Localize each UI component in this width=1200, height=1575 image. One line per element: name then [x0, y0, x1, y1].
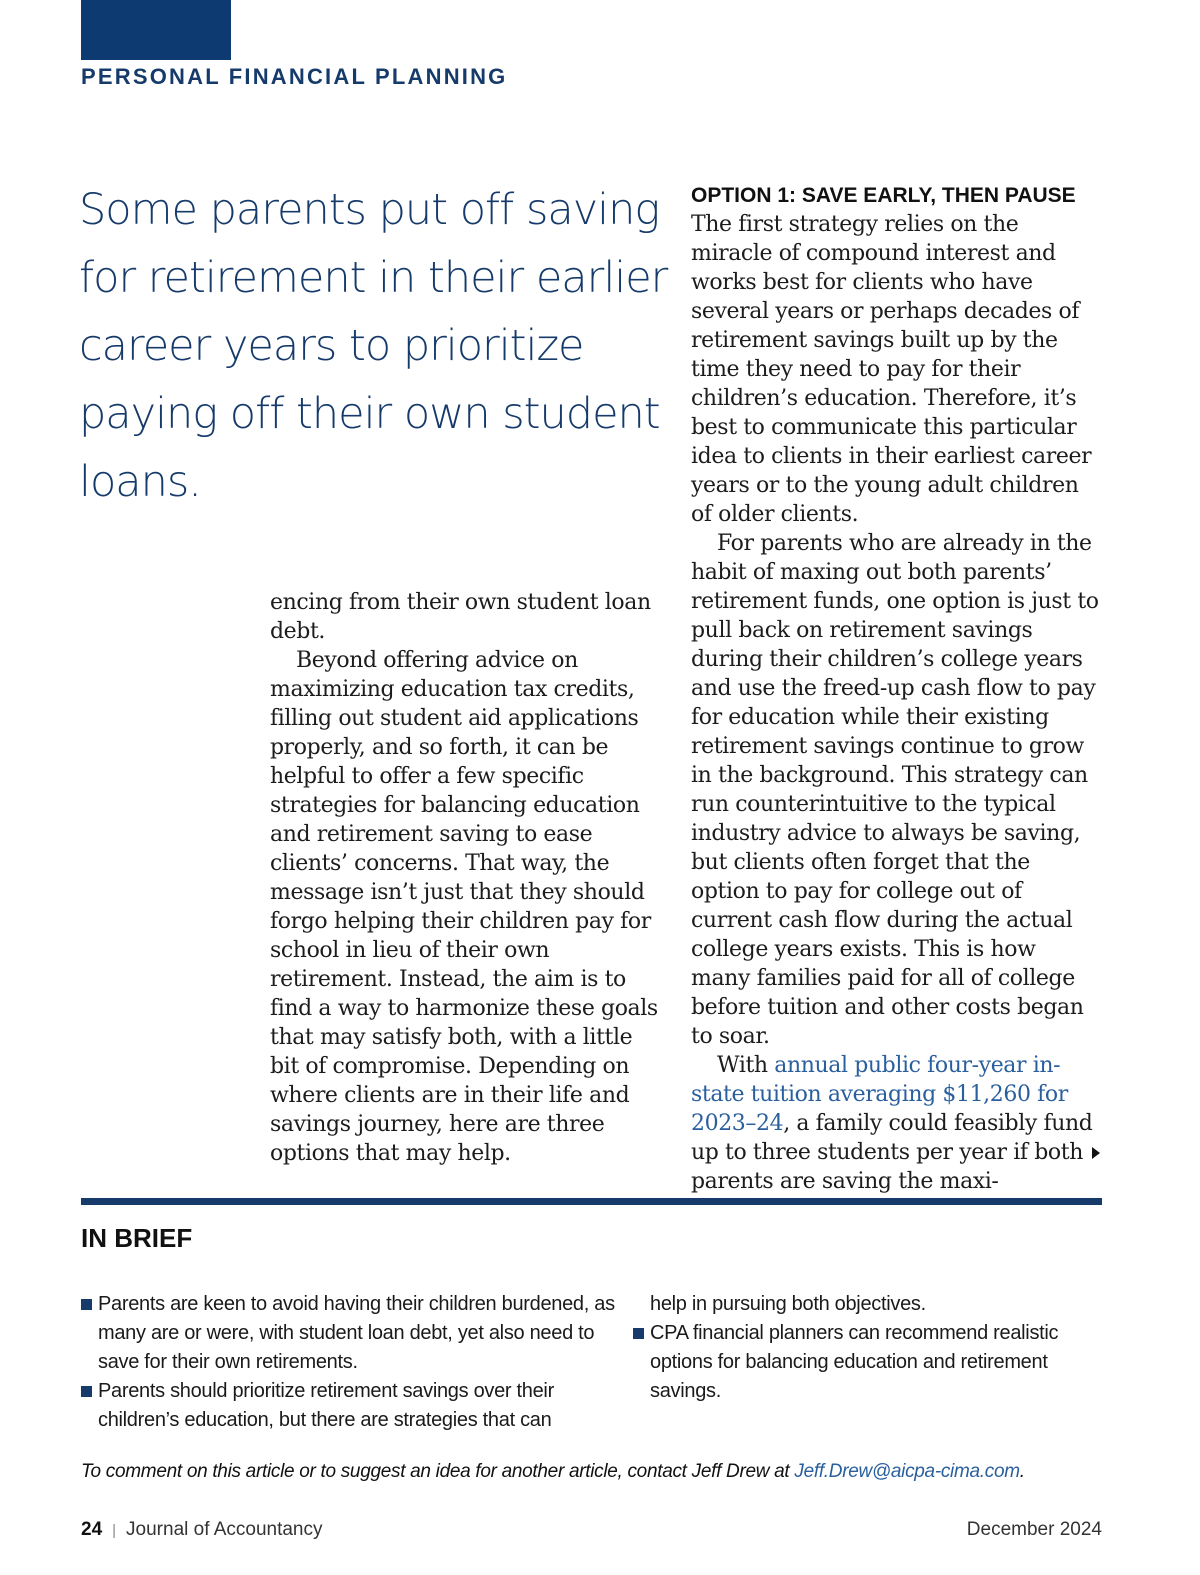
tuition-link[interactable]: annual public four-year in-state tuition averaging $11,260 for 2023–24 [691, 1053, 1068, 1136]
in-brief-heading: IN BRIEF [81, 1223, 193, 1253]
right-paragraph-3-start: With [717, 1053, 775, 1078]
footer-separator: | [112, 1522, 117, 1539]
middle-paragraph-2: Beyond offering advice on maximizing education tax credits, filling out student aid applications properly, and so forth, it can be helpful to offer a few specific strategies for balancing education and retirement saving to ease clients’ concerns. That way, the message isn’t just that they should forgo helping their children pay for school in lieu of their own retirement. Instead, the aim is to find a way to harmonize these goals that may satisfy both, with a little bit of compromise. Depending on where clients are in their life and savings journey, here are three options that may help. [270, 648, 658, 1166]
right-paragraph-3 [691, 1051, 1101, 1196]
middle-paragraph-1: encing from their own student loan debt. [270, 590, 651, 644]
in-brief-item-text: Parents should prioritize retirement savings over their children’s education, but there are strategies that can [98, 1380, 554, 1431]
square-bullet-icon [81, 1386, 92, 1397]
square-bullet-icon [81, 1299, 92, 1310]
comment-line [81, 1461, 1025, 1483]
in-brief-item-text: help in pursuing both objectives. [650, 1293, 926, 1315]
square-bullet-icon [633, 1328, 644, 1339]
in-brief-item-text: Parents are keen to avoid having their children burdened, as many are or were, with student loan debt, yet also need to save for their own retirements. [98, 1293, 615, 1373]
in-brief-item [81, 1377, 621, 1435]
in-brief-item [633, 1319, 1103, 1406]
in-brief-item-continued [633, 1290, 1103, 1319]
in-brief-right-column [633, 1290, 1103, 1406]
right-column [691, 181, 1101, 1196]
email-link[interactable]: Jeff.Drew@aicpa-cima.com [794, 1461, 1020, 1482]
continue-arrow-icon [1092, 1147, 1100, 1159]
right-paragraph-3-end: , a family could feasibly fund up to three students per year if both parents are saving the maxi- [691, 1111, 1093, 1194]
right-paragraph-2: For parents who are already in the habit of maxing out both parents’ retirement funds, one option is just to pull back on retirement savings during their children’s college years and use the freed-up cash flow to pay for education while their existing retirement savings continue to grow in the background. This strategy can run counterintuitive to the typical industry advice to always be saving, but clients often forget that the option to pay for college out of current cash flow during the actual college years exists. This is how many families paid for all of college before tuition and other costs began to soar. [691, 531, 1099, 1049]
middle-column [270, 588, 665, 1168]
right-paragraph-1: The first strategy relies on the miracle of compound interest and works best for clients who have several years or perhaps decades of retirement savings built up by the time they need to pay for their children’s education. Therefore, it’s best to communicate this particular idea to clients in their earliest career years or to the young adult children of older clients. [691, 212, 1092, 527]
footer-left [81, 1519, 323, 1541]
section-divider [81, 1198, 1102, 1205]
comment-end: . [1019, 1461, 1025, 1482]
page-number: 24 [81, 1519, 103, 1540]
in-brief-item [81, 1290, 621, 1377]
issue-date: December 2024 [966, 1519, 1102, 1540]
journal-name: Journal of Accountancy [126, 1519, 323, 1540]
in-brief-item-text: CPA financial planners can recommend realistic options for balancing education and retirement savings. [650, 1322, 1059, 1402]
section-label: PERSONAL FINANCIAL PLANNING [81, 64, 508, 89]
pull-quote: Some parents put off saving for retirement in their earlier career years to prioritize paying off their own student loans. [79, 185, 668, 507]
option-1-heading: OPTION 1: SAVE EARLY, THEN PAUSE [691, 184, 1076, 207]
comment-text: To comment on this article or to suggest an idea for another article, contact Jeff Drew at [81, 1461, 795, 1482]
header-color-block [81, 0, 231, 60]
in-brief-left-column [81, 1290, 621, 1435]
